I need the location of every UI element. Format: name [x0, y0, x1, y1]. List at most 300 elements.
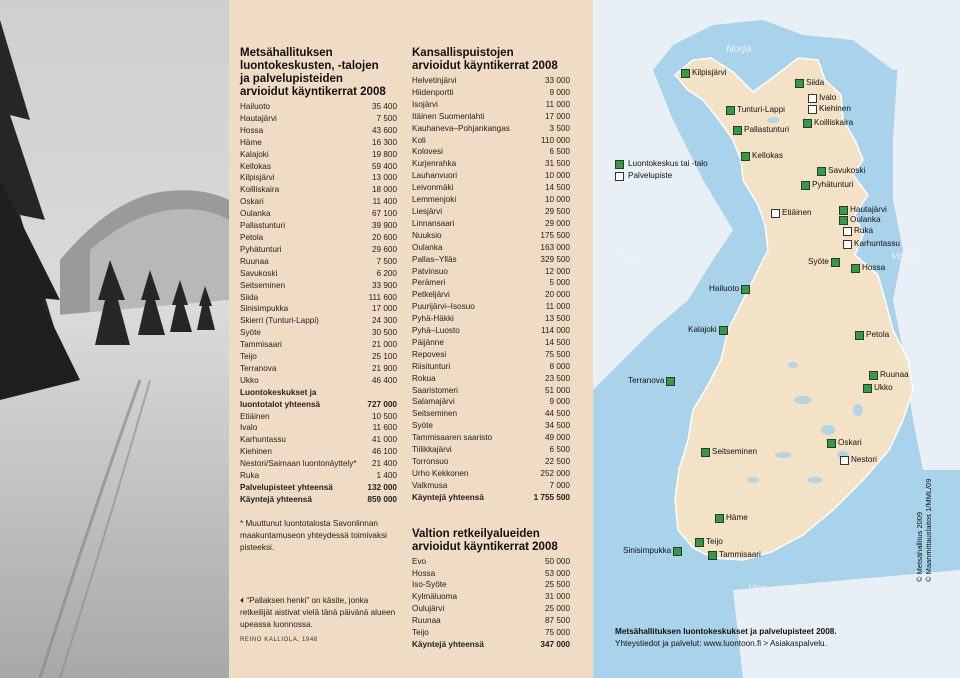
row-value: 20 600 [371, 232, 397, 242]
green-square-icon [726, 106, 735, 115]
row-name: Tammisaari [240, 340, 282, 350]
place-petola [855, 330, 889, 340]
place-siida [795, 78, 824, 88]
row-name: Hossa [412, 568, 436, 578]
row-name: Nuuksio [412, 230, 442, 240]
row-name: Syöte [412, 421, 433, 431]
table-row [240, 208, 397, 220]
table-row [412, 135, 570, 147]
row-value: 19 800 [371, 149, 397, 159]
table-row [240, 303, 397, 315]
centers-heading: Metsähallituksen luontokeskusten, -talojen ja palvelupisteiden arvioidut käyntikerrat 2008 [240, 47, 386, 98]
row-name: Ukko [240, 375, 259, 385]
green-square-icon [855, 331, 864, 340]
label-norway: Norja [726, 43, 752, 55]
row-name: Koilliskaira [240, 185, 280, 195]
table-row [412, 456, 570, 468]
row-value: 10 500 [371, 411, 397, 421]
place-label: Teijo [706, 537, 723, 546]
row-name: Skierri (Tunturi-Lappi) [240, 316, 319, 326]
row-value: 859 000 [367, 494, 397, 504]
green-square-icon [715, 514, 724, 523]
table-row [412, 396, 570, 408]
row-name: Päijänne [412, 337, 444, 347]
table-row [412, 337, 570, 349]
row-value: 24 300 [371, 316, 397, 326]
row-name: Rokua [412, 373, 436, 383]
table-row [412, 75, 570, 87]
row-name: Syöte [240, 328, 261, 338]
row-name: Kurjenrahka [412, 159, 457, 169]
table-row [412, 218, 570, 230]
row-name: Kylmäluoma [412, 592, 458, 602]
row-value: 8 000 [549, 361, 570, 371]
row-value: 20 000 [544, 290, 570, 300]
row-name: Ivalo [240, 423, 258, 433]
map-caption: Metsähallituksen luontokeskukset ja palvelupisteet 2008. Yhteystiedot ja palvelut: www.luontoon.fi > Asiakaspalvelu. [615, 627, 837, 648]
place-hautajarvi [839, 205, 887, 215]
row-name: Torronsuo [412, 457, 449, 466]
row-value: 21 400 [371, 459, 397, 469]
green-square-icon [831, 258, 840, 267]
row-name: Hailuoto [240, 102, 271, 111]
row-value: 31 500 [544, 159, 570, 169]
row-name: Terranova [240, 363, 277, 373]
green-square-icon [615, 160, 624, 169]
row-name: Pyhä–Luosto [412, 326, 460, 336]
row-name: Teijo [240, 352, 257, 362]
row-value: 87 500 [544, 616, 570, 626]
table-row [240, 363, 397, 375]
place-hame [715, 513, 748, 523]
map-legend: Luontokeskus tai -talo Palvelupiste [615, 158, 708, 182]
row-name: Perämeri [412, 278, 446, 288]
row-value: 33 000 [544, 76, 570, 85]
row-value: 21 900 [371, 363, 397, 373]
row-value: 46 100 [371, 447, 397, 457]
table-row [240, 387, 397, 399]
row-name: Etiäinen [240, 411, 270, 421]
place-label: Hailuoto [709, 284, 740, 293]
row-value: 30 500 [371, 328, 397, 338]
place-label: Sinisimpukka [623, 546, 672, 555]
row-value: 23 500 [544, 373, 570, 383]
row-name: Liesjärvi [412, 206, 443, 216]
row-value: 17 000 [544, 111, 570, 121]
row-value: 10 000 [544, 171, 570, 181]
row-value: 46 400 [371, 375, 397, 385]
row-value: 44 500 [544, 409, 570, 419]
table-row [240, 315, 397, 327]
row-value: 14 500 [544, 337, 570, 347]
place-label: Pallastunturi [744, 125, 790, 134]
place-kilpisjarvi [681, 68, 727, 78]
table-row [412, 146, 570, 158]
row-name: Lauhanvuori [412, 171, 458, 181]
table-row [412, 266, 570, 278]
row-value: 11 600 [372, 423, 397, 433]
table-row [412, 627, 570, 639]
row-value: 21 000 [371, 340, 397, 350]
place-label: Petola [866, 330, 890, 339]
table-row [412, 492, 570, 504]
table-row [240, 149, 397, 161]
row-name: Iso-Syöte [412, 580, 447, 590]
green-square-icon [801, 181, 810, 190]
table-row [240, 125, 397, 137]
footnote: * Muuttunut luontotalosta Savonlinnan maakuntamuseon yhteydessä toimivaksi pisteeksi. [240, 518, 387, 552]
table-row [412, 313, 570, 325]
row-value: 39 900 [371, 221, 397, 231]
green-square-icon [741, 285, 750, 294]
place-ruunaa [869, 370, 909, 380]
row-value: 6 500 [549, 147, 570, 157]
row-name: Patvinsuo [412, 266, 448, 276]
row-value: 7 500 [376, 113, 397, 123]
table-row [412, 277, 570, 289]
winter-photo [0, 0, 229, 678]
table-row [412, 373, 570, 385]
row-name: Oskari [240, 197, 264, 207]
place-etiainen [771, 208, 812, 218]
place-label: Tammisaari [719, 550, 761, 559]
row-name: Itäinen Suomenlahti [412, 111, 485, 121]
table-row [240, 375, 397, 387]
row-value: 59 400 [371, 161, 397, 171]
row-value: 7 000 [549, 480, 570, 490]
table-row [412, 254, 570, 266]
row-name: Salamajärvi [412, 397, 455, 407]
label-sweden: Ruotsi [611, 250, 641, 262]
row-value: 727 000 [367, 399, 397, 409]
place-hossa [851, 263, 885, 273]
row-value: 13 000 [371, 173, 397, 183]
place-kalajoki [688, 325, 728, 335]
place-label: Etiäinen [782, 208, 812, 217]
table-row [240, 244, 397, 256]
row-name: Sinisimpukka [240, 304, 289, 314]
row-name: Hiidenportti [412, 87, 454, 97]
green-square-icon [851, 264, 860, 273]
row-value: 18 000 [371, 185, 397, 195]
row-value: 9 000 [549, 397, 570, 407]
map-graphic [593, 0, 960, 678]
row-name: Käyntejä yhteensä [412, 639, 484, 649]
row-name: Puurijärvi–Isosuo [412, 302, 475, 312]
hiking-areas-table [412, 556, 570, 651]
row-value: 35 400 [371, 102, 397, 111]
hiking-areas-heading: Valtion retkeilyalueiden arvioidut käyntikerrat 2008 [412, 527, 558, 553]
row-name: Palvelupisteet yhteensä [240, 483, 333, 492]
table-row [412, 579, 570, 591]
row-value: 111 600 [368, 292, 397, 302]
place-sinisimpukka [623, 546, 682, 556]
table-row [412, 639, 570, 651]
row-name: Isojärvi [412, 99, 438, 109]
row-value: 49 000 [544, 433, 570, 443]
place-label: Ruunaa [880, 370, 909, 379]
parks-heading: Kansallispuistojen arvioidut käyntikerrat 2008 [412, 47, 558, 72]
table-row [412, 615, 570, 627]
place-label: Seitseminen [712, 447, 758, 456]
table-row [412, 349, 570, 361]
table-row [240, 327, 397, 339]
photo-quote: ⏴ “Pallaksen henki” on käsite, jonka retkeilijät aistivat vielä tänä päivänä alueen upeassa luonnossa. [240, 595, 396, 629]
row-name: Valkmusa [412, 480, 448, 490]
row-name: Repovesi [412, 349, 447, 359]
row-name: luontotalot yhteensä [240, 399, 321, 409]
row-value: 41 000 [371, 435, 397, 445]
table-row [412, 408, 570, 420]
row-value: 10 000 [544, 195, 570, 205]
label-russia: Venäjä [891, 250, 924, 262]
table-row [412, 289, 570, 301]
table-row [240, 470, 397, 482]
table-row [240, 434, 397, 446]
place-kiehinen [808, 104, 851, 114]
row-value: 33 900 [371, 280, 397, 290]
row-value: 252 000 [540, 468, 570, 478]
green-square-icon [803, 119, 812, 128]
place-label: Koilliskaira [814, 118, 854, 127]
table-row [412, 432, 570, 444]
table-row [240, 137, 397, 149]
green-square-icon [863, 384, 872, 393]
table-row [412, 194, 570, 206]
place-oulanka [839, 215, 881, 225]
place-karhuntassu [843, 239, 900, 249]
table-row [412, 556, 570, 568]
row-name: Nestori/Saimaan luontonäyttely* [240, 459, 357, 469]
row-name: Pallas–Ylläs [412, 254, 457, 264]
row-name: Ruka [240, 471, 260, 481]
row-name: Ruunaa [412, 616, 441, 626]
table-row [240, 101, 397, 113]
table-row [240, 113, 397, 125]
green-square-icon [666, 377, 675, 386]
white-square-icon [843, 227, 852, 236]
place-kellokas [741, 151, 783, 161]
green-square-icon [839, 206, 848, 215]
row-name: Linnansaari [412, 218, 455, 228]
row-name: Kellokas [240, 161, 271, 171]
place-terranova [628, 376, 675, 386]
row-name: Koli [412, 135, 426, 145]
place-label: Hossa [862, 263, 886, 272]
row-value: 12 000 [544, 266, 570, 276]
place-label: Oulanka [850, 215, 881, 224]
green-square-icon [673, 547, 682, 556]
table-row [412, 420, 570, 432]
table-row [240, 292, 397, 304]
table-row [240, 494, 397, 506]
table-row [240, 422, 397, 434]
table-row [412, 123, 570, 135]
green-square-icon [708, 551, 717, 560]
green-square-icon [733, 126, 742, 135]
table-row [240, 161, 397, 173]
row-value: 34 500 [544, 421, 570, 431]
place-label: Nestori [851, 455, 877, 464]
row-value: 114 000 [541, 326, 570, 336]
place-pallastunturi [733, 125, 789, 135]
place-seitseminen [701, 447, 757, 457]
row-name: Häme [240, 137, 262, 147]
table-row [240, 351, 397, 363]
green-square-icon [827, 439, 836, 448]
green-square-icon [681, 69, 690, 78]
place-savukoski [817, 166, 865, 176]
row-value: 22 500 [544, 457, 570, 466]
row-value: 75 000 [544, 628, 570, 638]
row-name: Seitseminen [240, 280, 286, 290]
row-value: 11 400 [372, 197, 397, 207]
row-value: 31 000 [544, 592, 570, 602]
green-square-icon [817, 167, 826, 176]
row-name: Käyntejä yhteensä [240, 494, 312, 504]
row-value: 11 000 [545, 99, 570, 109]
row-value: 1 400 [376, 471, 397, 481]
parks-table [412, 75, 570, 504]
place-nestori [840, 455, 877, 465]
row-name: Pyhätunturi [240, 244, 282, 254]
row-name: Petola [240, 232, 264, 242]
place-koilliskaira [803, 118, 853, 128]
white-square-icon [843, 240, 852, 249]
row-value: 175 500 [540, 230, 570, 240]
place-label: Tunturi-Lappi [737, 105, 785, 114]
table-row [240, 184, 397, 196]
green-square-icon [839, 216, 848, 225]
table-row [412, 182, 570, 194]
finland-map [593, 0, 960, 678]
place-teijo [695, 537, 723, 547]
table-row [412, 111, 570, 123]
table-row [240, 458, 397, 470]
place-label: Hautajärvi [850, 205, 887, 214]
row-name: Siida [240, 292, 259, 302]
row-value: 67 100 [371, 209, 397, 219]
place-label: Savukoski [828, 166, 866, 175]
row-name: Leivonmäki [412, 183, 454, 193]
green-square-icon [795, 79, 804, 88]
table-row [240, 339, 397, 351]
table-row [240, 220, 397, 232]
row-value: 29 000 [544, 218, 570, 228]
row-value: 29 500 [544, 206, 570, 216]
row-value: 13 500 [544, 314, 570, 324]
row-value: 3 500 [549, 123, 570, 133]
row-name: Kauhaneva–Pohjankangas [412, 123, 510, 133]
table-row [412, 242, 570, 254]
table-row [412, 444, 570, 456]
table-row [240, 196, 397, 208]
table-row [412, 603, 570, 615]
row-value: 51 000 [544, 385, 570, 395]
row-value: 7 500 [376, 256, 397, 266]
row-name: Kilpisjärvi [240, 173, 275, 183]
place-label: Ivalo [819, 93, 837, 102]
white-square-icon [808, 105, 817, 114]
table-row [412, 325, 570, 337]
table-row [240, 232, 397, 244]
green-square-icon [719, 326, 728, 335]
table-row [240, 399, 397, 411]
row-name: Teijo [412, 628, 429, 638]
row-value: 75 500 [544, 349, 570, 359]
row-value: 25 100 [371, 352, 397, 362]
row-name: Käyntejä yhteensä [412, 492, 484, 502]
row-name: Helvetinjärvi [412, 76, 457, 85]
place-label: Terranova [628, 376, 665, 385]
row-value: 9 000 [549, 87, 570, 97]
row-name: Tammisaaren saaristo [412, 433, 493, 443]
centers-column [229, 0, 405, 678]
table-row [412, 568, 570, 580]
row-name: Karhuntassu [240, 435, 286, 445]
row-value: 29 600 [371, 244, 397, 254]
place-label: Kellokas [752, 151, 783, 160]
row-name: Oulanka [412, 242, 443, 252]
row-value: 50 000 [544, 556, 570, 566]
place-label: Syöte [808, 257, 829, 266]
place-label: Häme [726, 513, 748, 522]
row-name: Evo [412, 556, 427, 566]
row-name: Oulujärvi [412, 604, 445, 614]
place-label: Kilpisjärvi [692, 68, 727, 77]
row-value: 5 000 [549, 278, 570, 288]
row-name: Oulanka [240, 209, 271, 219]
table-row [240, 411, 397, 423]
green-square-icon [741, 152, 750, 161]
white-square-icon [840, 456, 849, 465]
white-square-icon [615, 172, 624, 181]
row-name: Urho Kekkonen [412, 468, 469, 478]
green-square-icon [695, 538, 704, 547]
table-row [412, 206, 570, 218]
place-tunturilappi [726, 105, 785, 115]
row-name: Hossa [240, 125, 264, 135]
row-name: Pyhä-Häkki [412, 314, 454, 324]
table-row [240, 482, 397, 494]
row-name: Petkeljärvi [412, 290, 450, 300]
photo-credit: REINO KALLIOLA, 1948 [240, 636, 318, 643]
row-value: 17 000 [371, 304, 397, 314]
place-label: Kalajoki [688, 325, 717, 334]
row-value: 347 000 [540, 639, 570, 649]
row-value: 53 000 [544, 568, 570, 578]
row-name: Saaristomeri [412, 385, 458, 395]
row-value: 43 600 [371, 125, 397, 135]
table-row [412, 158, 570, 170]
place-label: Ruka [854, 226, 874, 235]
row-value: 132 000 [367, 483, 397, 492]
table-row [412, 468, 570, 480]
green-square-icon [869, 371, 878, 380]
row-value: 163 000 [540, 242, 570, 252]
place-label: Karhuntassu [854, 239, 900, 248]
place-ukko [863, 383, 893, 393]
table-row [412, 230, 570, 242]
table-row [240, 256, 397, 268]
row-name: Kiehinen [240, 447, 272, 457]
table-row [412, 361, 570, 373]
row-value: 1 755 500 [533, 492, 570, 502]
table-row [412, 591, 570, 603]
row-value: 25 500 [544, 580, 570, 590]
row-name: Kolovesi [412, 147, 443, 157]
place-label: Pyhätunturi [812, 180, 854, 189]
